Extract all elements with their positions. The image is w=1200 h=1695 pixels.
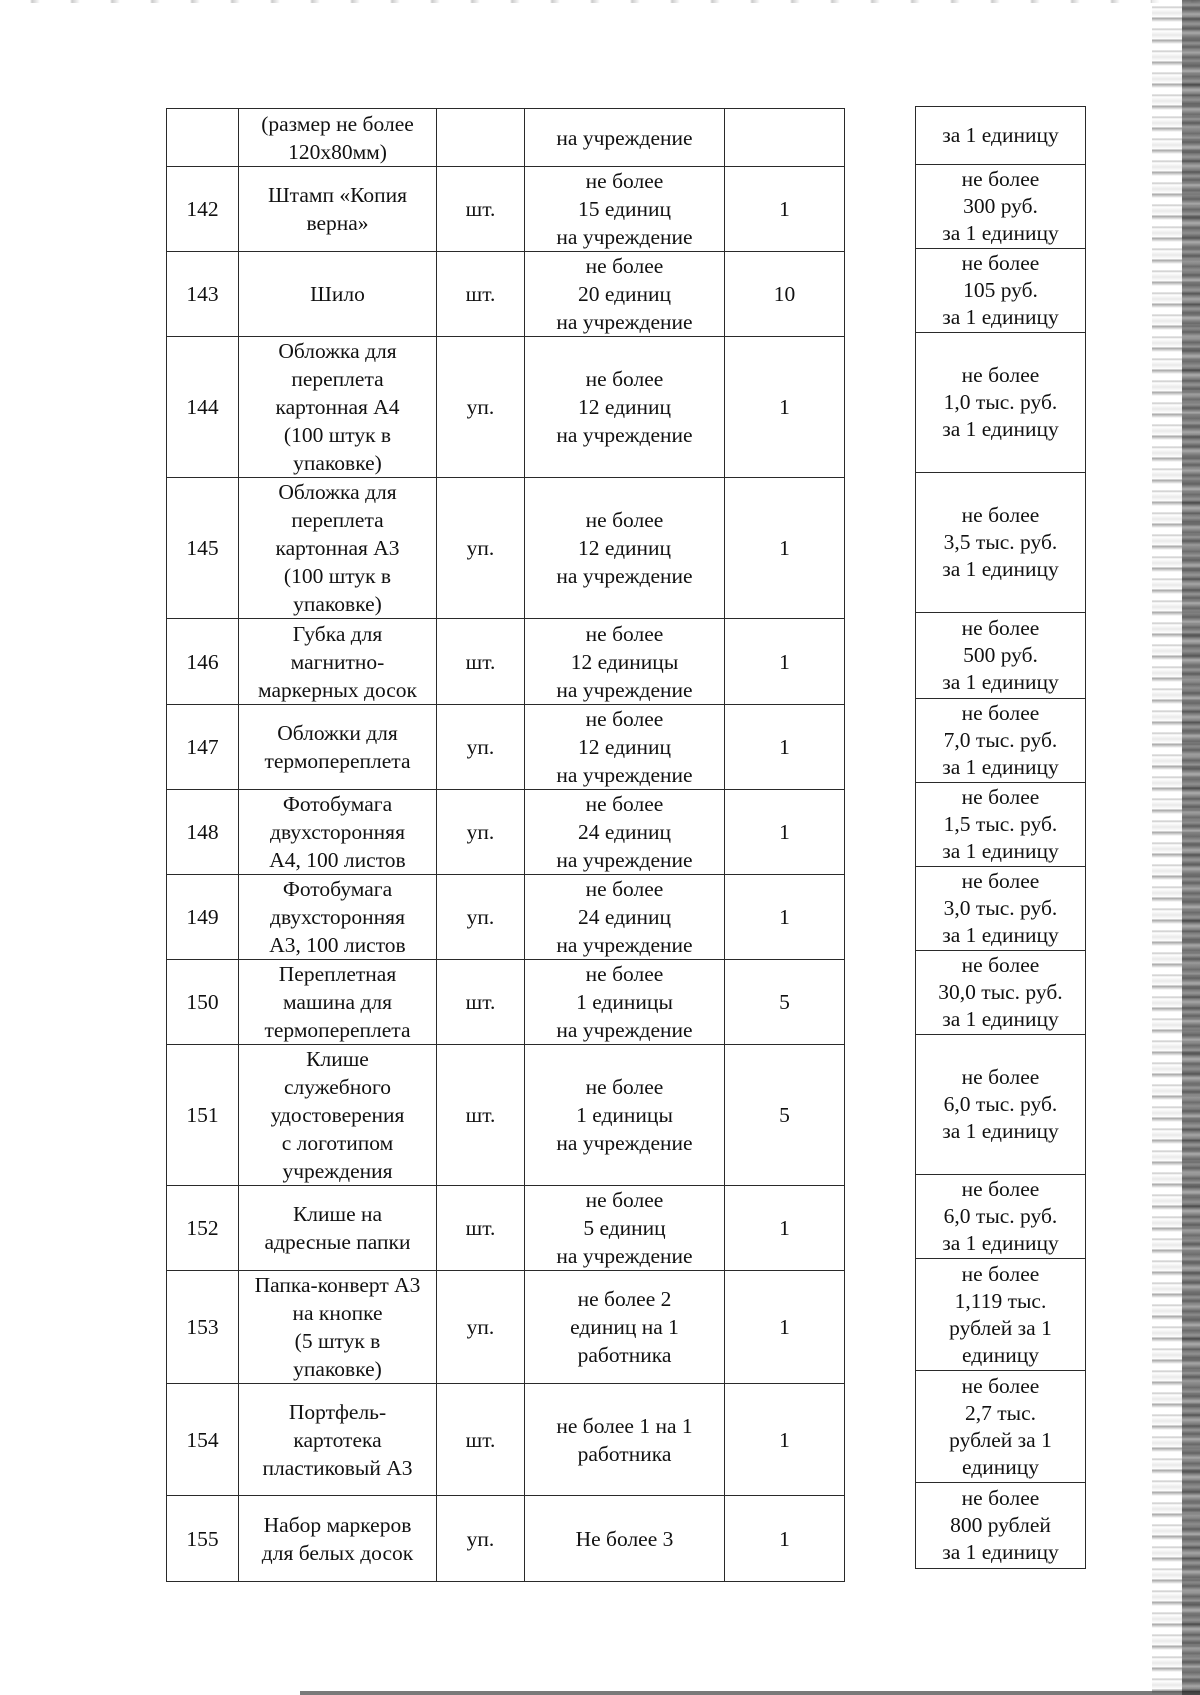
unit-of-measure: шт. [437,960,525,1045]
item-name-line: магнитно- [290,649,385,674]
supplies-norm-table [166,108,845,1582]
item-name-line: для белых досок [261,1540,414,1565]
item-name-line: картонная А3 [275,536,400,560]
unit-of-measure: шт. [437,1186,525,1271]
service-life: 1 [725,167,845,252]
row-number: 144 [167,337,239,478]
row-number: 155 [167,1496,239,1582]
quantity-norm [525,167,725,252]
item-name-line: 120х80мм) [288,139,387,164]
item-name-line: машина для [282,990,393,1014]
quantity-norm-line: не более 1 на 1 [556,1413,693,1438]
quantity-norm-line: 20 единиц [577,282,672,306]
quantity-norm [525,960,725,1045]
price-limit [916,1483,1086,1569]
price-limit [916,1371,1086,1483]
item-name [239,1384,437,1496]
service-life: 1 [725,705,845,790]
quantity-norm-line: 15 единиц [577,197,672,221]
price-row [916,1483,1086,1569]
price-limit-line: за 1 единицу [942,417,1059,441]
price-limit-line: не более [961,1177,1040,1201]
item-name-line: Губка для [292,621,383,646]
unit-of-measure: уп. [437,790,525,875]
price-row [916,1035,1086,1175]
price-limit-line: за 1 единицу [942,1540,1059,1564]
item-name [239,337,437,478]
item-name-line: адресные папки [264,1230,411,1254]
item-name-line: Обложка для [278,480,397,504]
item-name-line: Обложка для [278,339,397,363]
item-name [239,109,437,167]
quantity-norm-line: 12 единиц [577,536,672,560]
item-name-line: Переплетная [278,962,397,986]
quantity-norm [525,1045,725,1186]
quantity-norm-line: работника [577,1441,672,1466]
quantity-norm-line: 12 единиц [577,395,672,419]
price-limit-line: 1,119 тыс. [954,1288,1047,1313]
item-name-line: с логотипом [281,1131,394,1155]
price-limit-line: 3,5 тыс. руб. [943,530,1058,554]
quantity-norm [525,705,725,790]
table-row [167,960,845,1045]
price-limit [916,867,1086,951]
quantity-norm-line: единиц на 1 [570,1315,679,1339]
quantity-norm [525,1496,725,1582]
service-life: 1 [725,875,845,960]
price-limit-line: 800 рублей [950,1513,1051,1537]
unit-of-measure: уп. [437,1271,525,1384]
item-name [239,478,437,619]
quantity-norm-line: на учреждение [556,848,693,872]
price-limit [916,1035,1086,1175]
item-name [239,790,437,875]
item-name-line: удостоверения [270,1103,405,1127]
quantity-norm-line: на учреждение [556,225,693,249]
row-number: 143 [167,252,239,337]
price-limit-line: за 1 единицу [942,839,1059,863]
unit-of-measure: уп. [437,705,525,790]
item-name-line: маркерных досок [258,677,417,702]
price-limit-line: за 1 единицу [942,1231,1059,1255]
quantity-norm [525,252,725,337]
table-row [167,1271,845,1384]
price-row [916,1371,1086,1483]
table-row [167,1384,845,1496]
row-number: 145 [167,478,239,619]
table-row [167,705,845,790]
unit-of-measure: шт. [437,1045,525,1186]
scan-edge-bottom [300,1691,1200,1695]
item-name [239,1045,437,1186]
price-limit-line: не более [961,1261,1040,1286]
price-limit-line: рублей за 1 [949,1315,1052,1340]
table-row [167,1186,845,1271]
service-life: 1 [725,619,845,705]
quantity-norm-line: не более [585,707,664,731]
unit-of-measure [437,109,525,167]
item-name-line: термопереплета [264,1018,411,1042]
item-name-line: (размер не более [261,111,414,136]
price-row [916,867,1086,951]
service-life: 1 [725,478,845,619]
service-life: 5 [725,1045,845,1186]
quantity-norm-line: 24 единиц [577,905,672,929]
price-limit-line: 1,0 тыс. руб. [943,390,1058,414]
price-limit-line: не более [961,701,1040,725]
item-name-line: картонная А4 [275,395,400,419]
unit-of-measure: шт. [437,1384,525,1496]
price-limit-line: не более [961,616,1040,640]
price-row [916,333,1086,473]
item-name-line: двухсторонняя [270,905,405,929]
price-limit-line: рублей за 1 [949,1427,1052,1452]
quantity-norm-line: не более [585,508,664,532]
quantity-norm-line: не более [585,1075,664,1099]
quantity-norm [525,478,725,619]
unit-of-measure: шт. [437,252,525,337]
unit-of-measure: шт. [437,167,525,252]
price-limit-line: единицу [962,1342,1039,1367]
price-limit-line: не более [961,503,1040,527]
item-name [239,705,437,790]
scan-edge-top [0,0,1200,3]
service-life [725,109,845,167]
table-row [167,167,845,252]
item-name-line: термопереплета [264,749,411,773]
item-name-line: Обложки для [277,721,398,745]
price-limit-line: за 1 единицу [942,1119,1059,1143]
quantity-norm-line: не более [585,1188,664,1212]
item-name-line: верна» [306,211,369,235]
item-name-line: двухсторонняя [270,820,405,844]
price-row [916,613,1086,699]
price-limit [916,249,1086,333]
price-limit-line: 30,0 тыс. руб. [938,980,1063,1004]
item-name [239,1186,437,1271]
quantity-norm-line: 1 единицы [576,1103,673,1127]
quantity-norm-line: не более [585,792,664,816]
item-name-line: упаковке) [293,1357,382,1381]
quantity-norm-line: не более [585,962,664,986]
table-row [167,790,845,875]
quantity-norm-line: на учреждение [556,310,693,334]
price-limit-line: не более [961,1373,1040,1398]
quantity-norm-line: на учреждение [556,423,693,447]
item-name [239,1496,437,1582]
quantity-norm [525,337,725,478]
price-limit-line: единицу [962,1454,1039,1479]
quantity-norm-line: не более [585,367,664,391]
price-row [916,249,1086,333]
item-name-line: Штамп «Копия [267,183,408,207]
table-row [167,1045,845,1186]
quantity-norm-line: на учреждение [556,125,693,150]
item-name-line: Набор маркеров [263,1512,412,1537]
unit-of-measure: уп. [437,478,525,619]
row-number: 151 [167,1045,239,1186]
item-name-line: на кнопке [292,1301,383,1325]
scan-edge-right-dark [1182,0,1200,1695]
price-row [916,951,1086,1035]
item-name-line: (100 штук в [283,423,392,447]
price-limit-line: 6,0 тыс. руб. [943,1092,1058,1116]
quantity-norm-line: 24 единиц [577,820,672,844]
quantity-norm-line: на учреждение [556,933,693,957]
item-name-line: (100 штук в [283,564,392,588]
table-row [167,252,845,337]
row-number [167,109,239,167]
unit-of-measure: уп. [437,337,525,478]
item-name-line: Шило [310,282,365,306]
unit-of-measure: уп. [437,1496,525,1582]
item-name [239,875,437,960]
unit-of-measure: уп. [437,875,525,960]
item-name-line: переплета [291,508,384,532]
row-number: 142 [167,167,239,252]
table-row [167,1496,845,1582]
price-limit [916,699,1086,783]
item-name-line: переплета [291,367,384,391]
quantity-norm-line: 1 единицы [576,990,673,1014]
price-limit [916,1175,1086,1259]
table-row [167,337,845,478]
price-limit-line: не более [961,251,1040,275]
item-name-line: А4, 100 листов [269,848,406,872]
quantity-norm-line: 5 единиц [583,1216,666,1240]
price-limit-line: не более [961,869,1040,893]
price-limit-line: 6,0 тыс. руб. [943,1204,1058,1228]
quantity-norm-line: на учреждение [556,677,693,702]
item-name-line: Фотобумага [282,877,393,901]
price-limit-table [915,106,1086,1569]
quantity-norm-line: работника [577,1343,672,1367]
price-limit-line: 2,7 тыс. [964,1400,1036,1425]
price-limit-line: 7,0 тыс. руб. [943,728,1058,752]
price-limit-line: за 1 единицу [942,123,1059,147]
row-number: 148 [167,790,239,875]
price-row [916,1259,1086,1371]
service-life: 1 [725,790,845,875]
price-row [916,699,1086,783]
item-name-line: Клише [306,1047,369,1071]
quantity-norm [525,875,725,960]
service-life: 5 [725,960,845,1045]
row-number: 152 [167,1186,239,1271]
item-name-line: А3, 100 листов [269,933,406,957]
item-name-line: картотека [293,1427,382,1452]
price-row [916,165,1086,249]
price-limit [916,473,1086,613]
quantity-norm-line: Не более 3 [575,1526,674,1551]
price-limit [916,783,1086,867]
quantity-norm-line: на учреждение [556,564,693,588]
row-number: 146 [167,619,239,705]
quantity-norm-line: 12 единицы [570,649,679,674]
quantity-norm-line: на учреждение [556,1244,693,1268]
item-name [239,619,437,705]
item-name [239,1271,437,1384]
quantity-norm-line: на учреждение [556,1131,693,1155]
table-row [167,875,845,960]
item-name-line: Клише на [292,1202,383,1226]
price-limit-line: 1,5 тыс. руб. [943,812,1058,836]
price-limit [916,613,1086,699]
price-limit-line: не более [961,953,1040,977]
quantity-norm-line: не более [585,877,664,901]
unit-of-measure: шт. [437,619,525,705]
item-name-line: пластиковый А3 [262,1455,413,1480]
item-name-line: упаковке) [293,592,382,616]
quantity-norm-line: не более [585,254,664,278]
quantity-norm [525,790,725,875]
service-life: 1 [725,1496,845,1582]
price-limit-line: за 1 единицу [942,305,1059,329]
price-limit [916,107,1086,165]
item-name [239,167,437,252]
price-limit [916,951,1086,1035]
row-number: 147 [167,705,239,790]
price-limit-line: не более [961,167,1040,191]
service-life: 1 [725,1271,845,1384]
price-limit-line: 3,0 тыс. руб. [943,896,1058,920]
row-number: 154 [167,1384,239,1496]
price-limit-line: не более [961,363,1040,387]
quantity-norm [525,109,725,167]
price-limit-line: за 1 единицу [942,755,1059,779]
price-limit [916,1259,1086,1371]
quantity-norm-line: на учреждение [556,763,693,787]
price-limit-line: не более [961,785,1040,809]
item-name-line: служебного [283,1075,392,1099]
service-life: 1 [725,1384,845,1496]
quantity-norm [525,1186,725,1271]
quantity-norm-line: на учреждение [556,1018,693,1042]
price-limit-line: не более [961,1486,1040,1510]
row-number: 153 [167,1271,239,1384]
price-row [916,1175,1086,1259]
price-limit [916,333,1086,473]
quantity-norm-line: 12 единиц [577,735,672,759]
price-row [916,107,1086,165]
price-limit-line: за 1 единицу [942,1007,1059,1031]
item-name-line: (5 штук в [294,1329,381,1353]
price-limit-line: не более [961,1065,1040,1089]
item-name-line: учреждения [282,1159,393,1183]
price-limit-line: за 1 единицу [942,670,1059,694]
price-row [916,783,1086,867]
service-life: 1 [725,337,845,478]
table-row [167,619,845,705]
quantity-norm [525,1271,725,1384]
price-limit-line: 300 руб. [963,194,1038,218]
item-name [239,252,437,337]
service-life: 10 [725,252,845,337]
price-limit-line: за 1 единицу [942,557,1059,581]
price-limit-line: за 1 единицу [942,221,1059,245]
quantity-norm-line: не более [585,621,664,646]
quantity-norm-line: не более 2 [577,1287,672,1311]
price-limit-line: 105 руб. [963,278,1038,302]
table-row [167,109,845,167]
table-row [167,478,845,619]
quantity-norm [525,1384,725,1496]
price-limit [916,165,1086,249]
item-name-line: Портфель- [288,1399,387,1424]
price-limit-line: за 1 единицу [942,923,1059,947]
row-number: 150 [167,960,239,1045]
quantity-norm-line: не более [585,169,664,193]
price-row [916,473,1086,613]
item-name-line: Фотобумага [282,792,393,816]
item-name [239,960,437,1045]
item-name-line: упаковке) [293,451,382,475]
row-number: 149 [167,875,239,960]
price-limit-line: 500 руб. [963,643,1038,667]
service-life: 1 [725,1186,845,1271]
item-name-line: Папка-конверт А3 [254,1273,421,1297]
quantity-norm [525,619,725,705]
